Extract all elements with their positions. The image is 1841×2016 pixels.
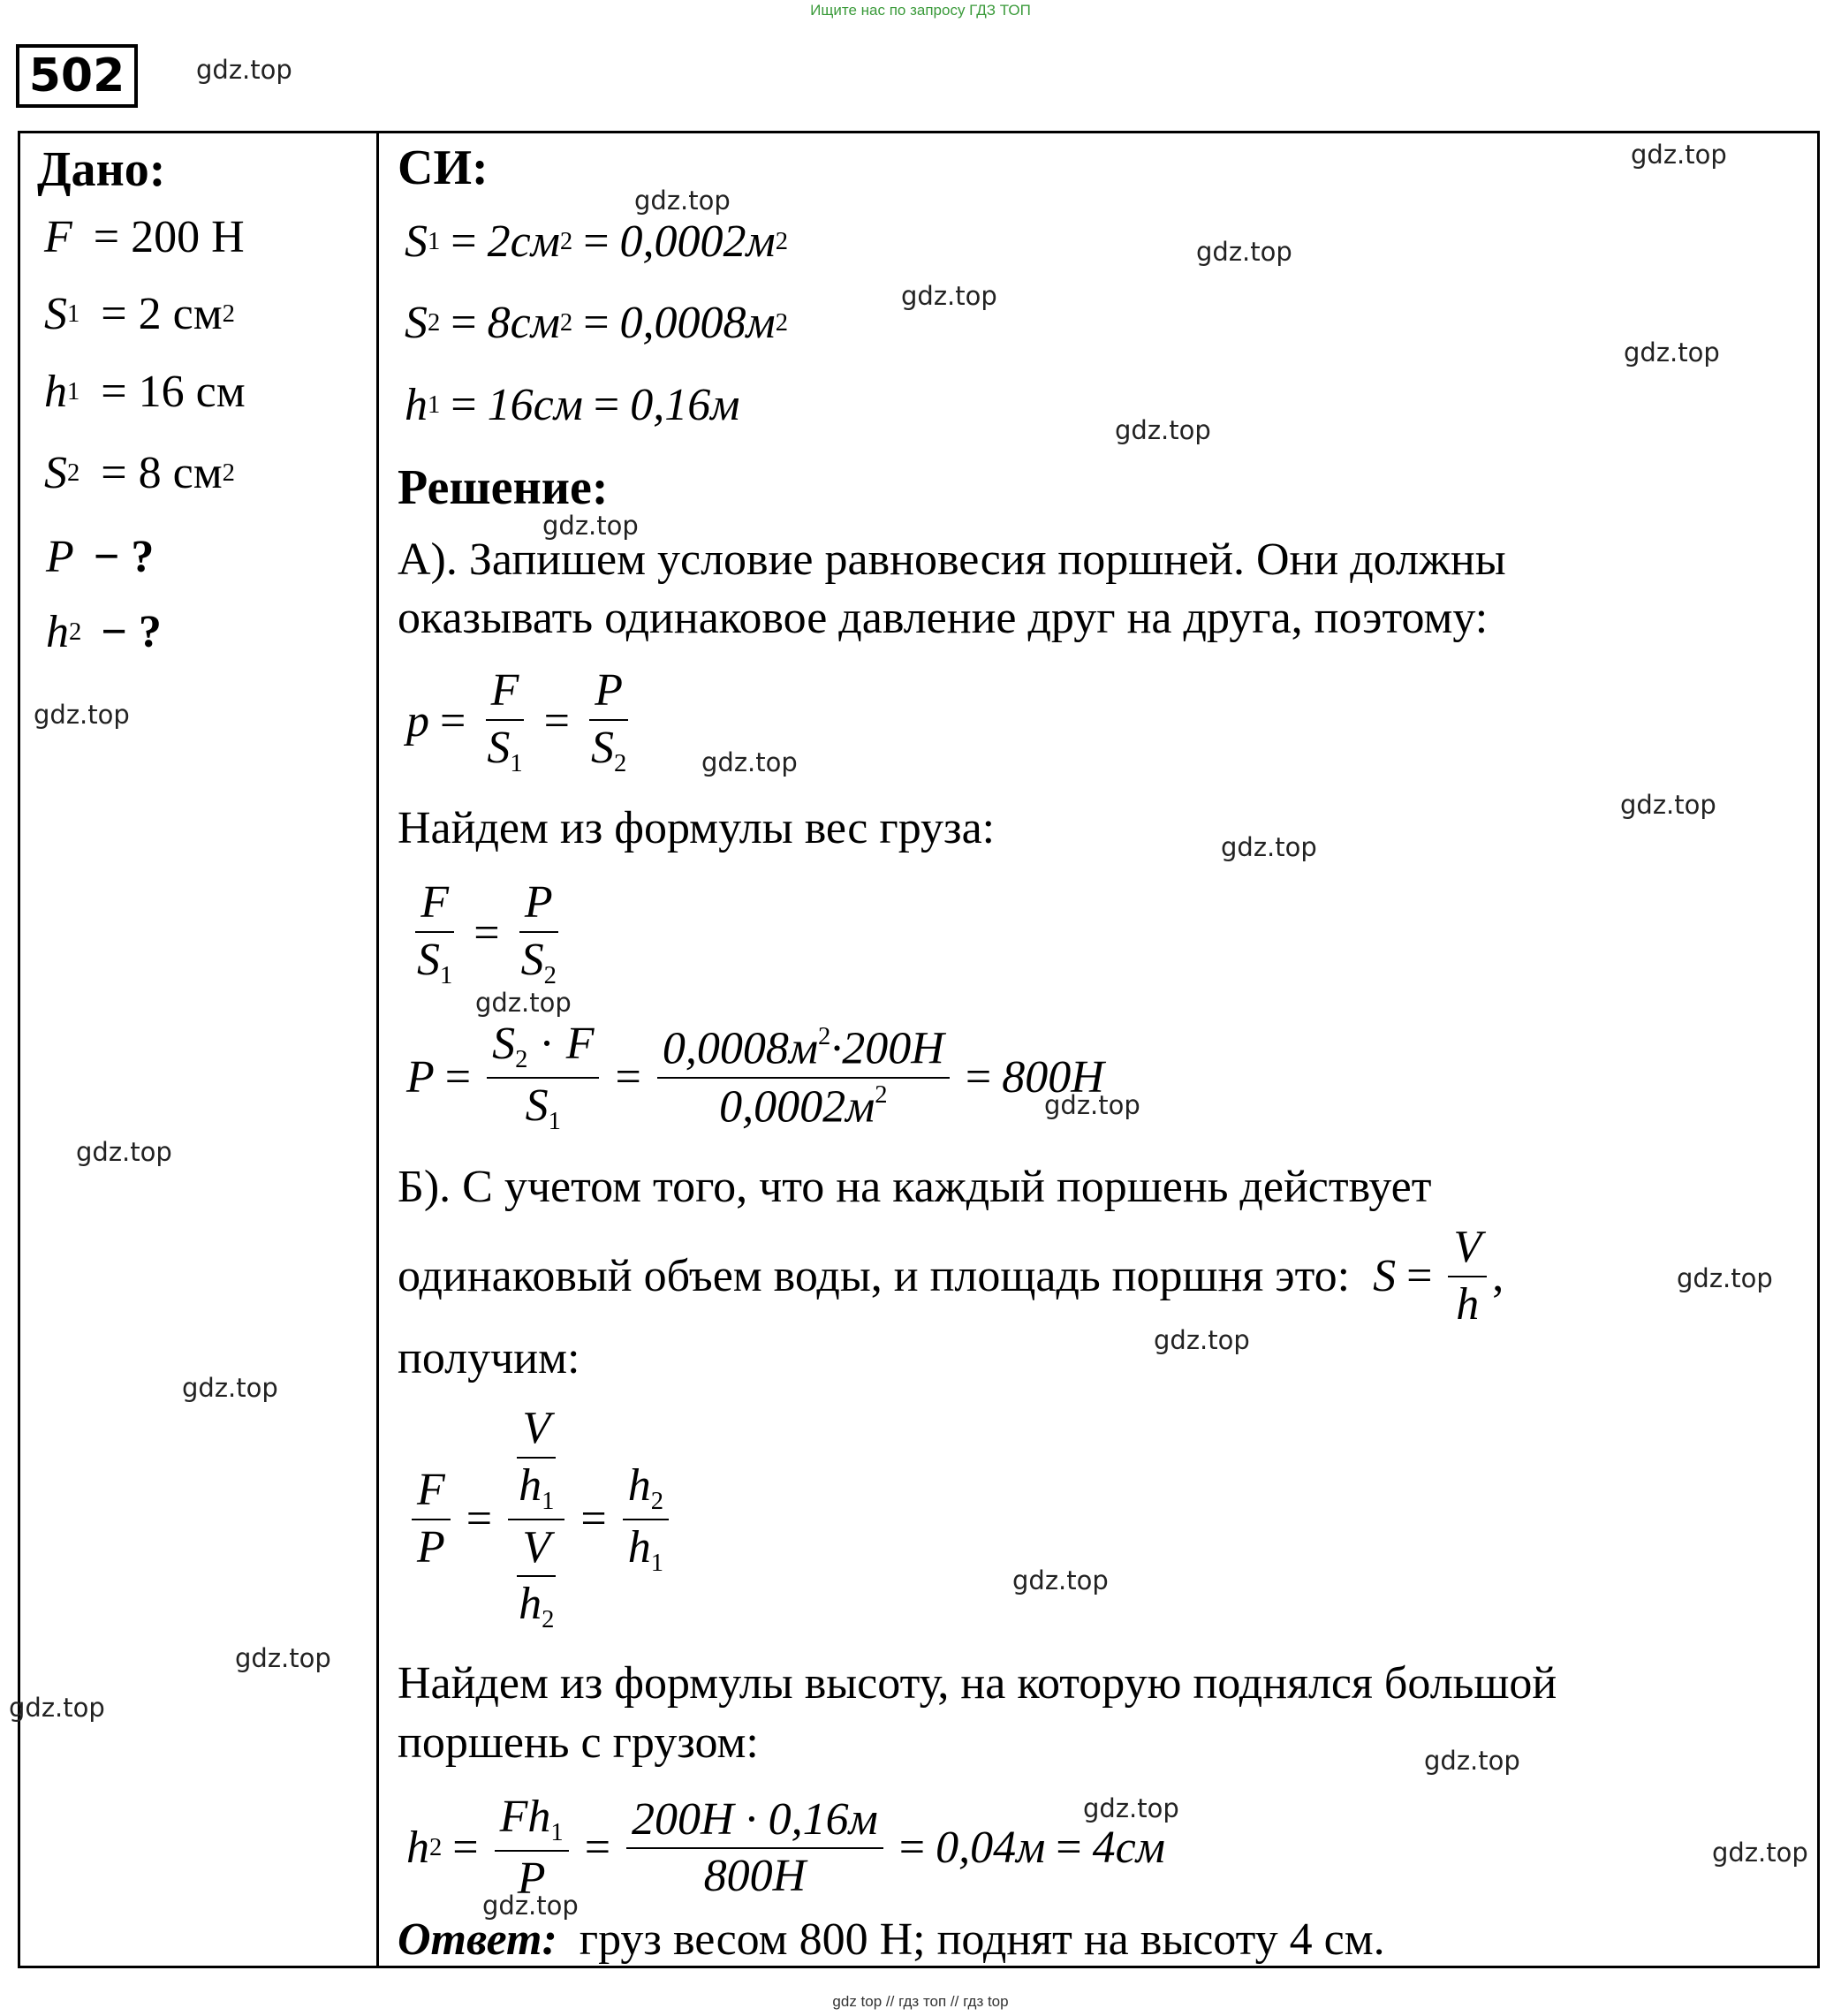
watermark: gdz.top (1677, 1263, 1773, 1293)
watermark: gdz.top (701, 747, 798, 777)
watermark: gdz.top (482, 1891, 579, 1921)
watermark: gdz.top (1044, 1090, 1140, 1120)
paragraph: А). Запишем условие равновесия поршней. Они должны (398, 534, 1506, 585)
si-line: h 1 = 16см = 0,16м (405, 380, 740, 430)
watermark: gdz.top (1221, 832, 1317, 862)
watermark: gdz.top (1620, 790, 1716, 820)
formula-balance: $\frac{F}{S_1}$ = $\frac{P}{S_2}$ (417, 877, 557, 989)
watermark: gdz.top (235, 1643, 331, 1673)
paragraph: поршень с грузом: (398, 1717, 759, 1768)
formula-height: h 2 = $\frac{Fh_1}{P}$ = $\frac{200Н \cdot 0,16м}{800Н}$ = 0,04м = 4см (406, 1792, 1165, 1905)
si-title: СИ: (398, 140, 489, 195)
answer: Ответ: груз весом 800 Н; поднят на высоту 4 см. (398, 1914, 1385, 1965)
given-item: F = 200 Н (44, 212, 245, 262)
formula-ratio: $\frac{F}{P}$ = $\frac{\frac{V}{h_1}}{\frac{V}{h_2}}$ = $\frac{h_2}{h_1}$ (406, 1405, 674, 1633)
solution-title: Решение: (398, 460, 609, 515)
watermark: gdz.top (1154, 1325, 1250, 1355)
watermark: gdz.top (1631, 140, 1727, 170)
watermark: gdz.top (634, 186, 731, 216)
given-title: Дано: (37, 142, 166, 197)
paragraph: Найдем из формулы вес груза: (398, 803, 996, 853)
watermark: gdz.top (1115, 415, 1211, 445)
watermark: gdz.top (542, 511, 639, 541)
footer: gdz top // гдз топ // гдз top (832, 1993, 1009, 2010)
si-line: S 2 = 8см 2 = 0,0008м 2 (405, 298, 788, 348)
paragraph: оказывать одинаковое давление друг на друга, поэтому: (398, 593, 1489, 643)
watermark: gdz.top (182, 1373, 278, 1403)
si-line: S 1 = 2см 2 = 0,0002м 2 (405, 216, 788, 267)
given-item: S 1 = 2 см 2 (44, 289, 235, 339)
watermark: gdz.top (1012, 1565, 1109, 1595)
formula-weight: P = $\frac{S_2 \cdot F}{S_1}$ = $\frac{0,0008м^2\cdot 200Н}{0,0002м^2}$ = 800Н (406, 1019, 1104, 1136)
watermark: gdz.top (1196, 237, 1292, 267)
watermark: gdz.top (9, 1693, 105, 1723)
paragraph-with-formula: одинаковый объем воды, и площадь поршня это: S = $\frac{V}{h}$ , (398, 1222, 1504, 1330)
top-banner: Ищите нас по запросу ГДЗ ТОП (810, 2, 1031, 19)
watermark: gdz.top (901, 281, 997, 311)
problem-number: 502 (16, 44, 138, 108)
given-item: h 2 − ? (46, 607, 162, 657)
paragraph: получим: (398, 1333, 580, 1383)
watermark: gdz.top (1712, 1838, 1808, 1868)
formula-pressure: p = $\frac{F}{S_1}$ = $\frac{P}{S_2}$ (406, 665, 627, 777)
watermark: gdz.top (76, 1137, 172, 1167)
paragraph: Б). С учетом того, что на каждый поршень действует (398, 1162, 1432, 1212)
watermark: gdz.top (196, 55, 292, 85)
given-item: P − ? (46, 532, 155, 582)
given-item: S 2 = 8 см 2 (44, 448, 235, 498)
watermark: gdz.top (1083, 1793, 1179, 1823)
watermark: gdz.top (475, 988, 572, 1018)
watermark: gdz.top (34, 700, 130, 730)
column-divider (376, 131, 379, 1968)
watermark: gdz.top (1624, 337, 1720, 368)
paragraph: Найдем из формулы высоту, на которую поднялся большой (398, 1658, 1557, 1709)
watermark: gdz.top (1424, 1746, 1520, 1776)
given-item: h 1 = 16 см (44, 367, 246, 417)
